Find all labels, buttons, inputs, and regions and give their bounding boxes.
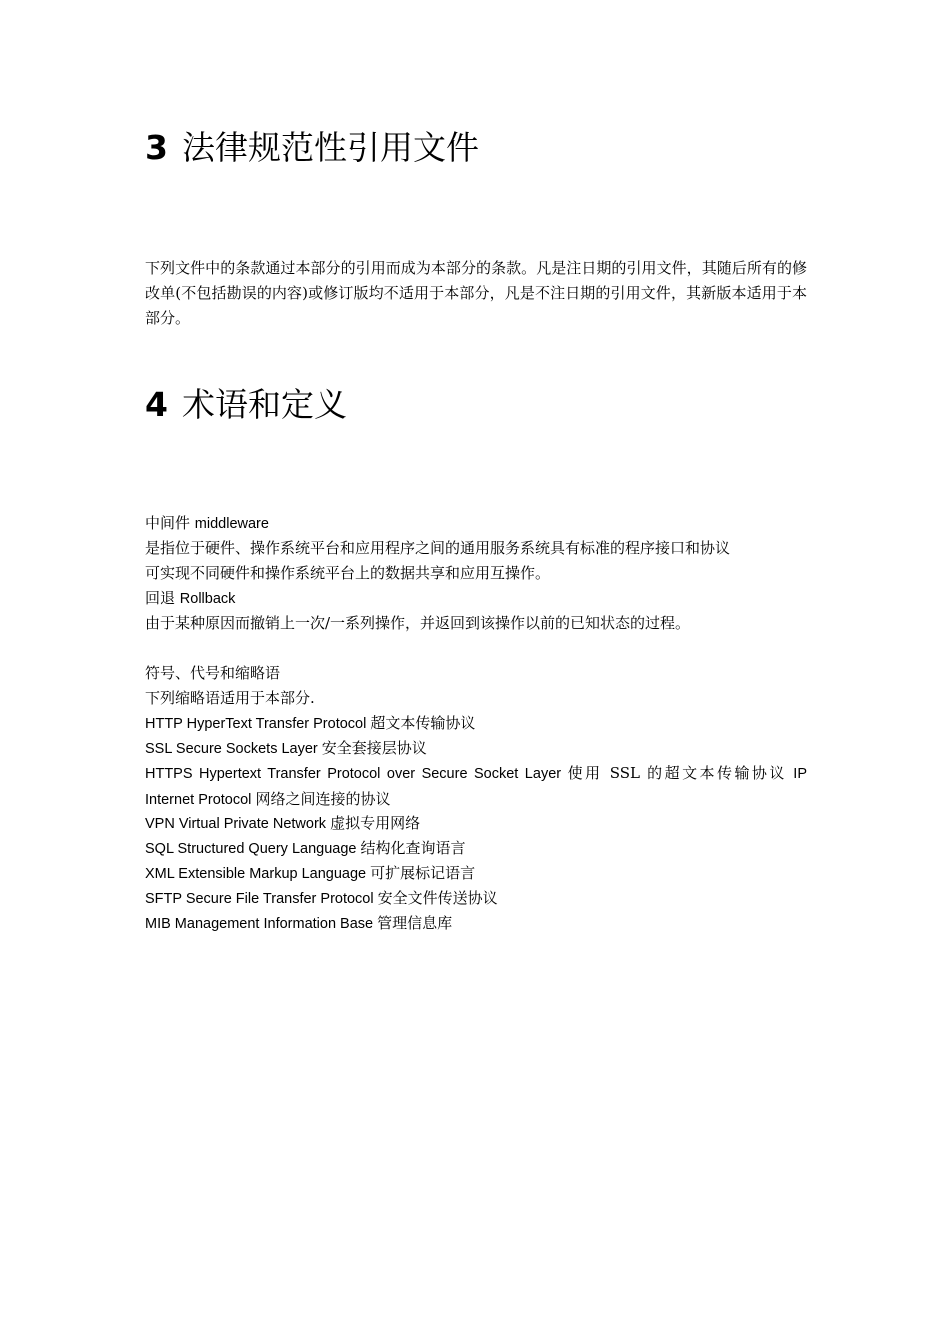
term-definition: 是指位于硬件、操作系统平台和应用程序之间的通用服务系统具有标准的程序接口和协议 [145,539,731,557]
abbreviation-en: VPN Virtual Private Network [145,816,327,832]
term-definition: 可实现不同硬件和操作系统平台上的数据共享和应用互操作。 [145,564,551,582]
section-4-heading [145,385,347,425]
term-name-en: middleware [194,516,269,532]
abbreviation-cn: 管理信息库 [377,914,453,932]
abbreviation-cn: 安全套接层协议 [321,739,427,757]
abbreviations-heading: 符号、代号和缩略语 [145,664,281,682]
section-3-number: 3 [145,128,168,167]
abbreviation-item [145,886,498,912]
abbreviation-en: HTTPS Hypertext Transfer Protocol over Secure Socket Layer [145,766,562,782]
abbreviation-cn: 结构化查询语言 [360,839,466,857]
section-4-number: 4 [145,385,168,424]
term-rollback [145,586,235,612]
abbreviation-item [145,911,452,937]
section-3-body: 下列文件中的条款通过本部分的引用而成为本部分的条款。凡是注日期的引用文件，其随后所有的修改单(不包括勘误的内容)或修订版均不适用于本部分，凡是不注日期的引用文件，其新版本适用于本部分。 [145,259,807,327]
abbreviation-cn: 网络之间连接的协议 [255,790,391,808]
term-name-cn: 回退 [145,589,176,607]
abbreviation-en: HTTP HyperText Transfer Protocol [145,716,367,732]
section-3-heading [145,128,479,168]
abbreviation-en: IP Internet Protocol [145,766,807,808]
term-name-cn: 中间件 [145,514,191,532]
abbreviation-en: SSL Secure Sockets Layer [145,741,318,757]
abbreviation-item [145,811,420,837]
section-4-title: 术语和定义 [181,385,347,424]
abbreviation-item [145,836,466,862]
abbreviation-cn: 安全文件传送协议 [377,889,498,907]
abbreviation-item [145,711,475,737]
abbreviation-cn: 超文本传输协议 [370,714,476,732]
abbreviation-en: SFTP Secure File Transfer Protocol [145,891,378,907]
abbreviations-intro: 下列缩略语适用于本部分. [145,689,315,707]
abbreviation-en: SQL Structured Query Language [145,841,357,857]
abbreviation-cn: 可扩展标记语言 [370,864,476,882]
term-name-en: Rollback [179,591,236,607]
section-3-title: 法律规范性引用文件 [181,128,479,167]
abbreviation-cn: 虚拟专用网络 [330,814,421,832]
abbreviation-en: XML Extensible Markup Language [145,866,367,882]
abbreviation-en: MIB Management Information Base [145,916,374,932]
abbreviation-item [145,736,427,762]
abbreviation-cn: 使用 SSL 的超文本传输协议 [567,764,787,782]
abbreviation-item [145,861,475,887]
abbreviation-item [145,761,807,813]
term-middleware [145,511,269,537]
term-definition: 由于某种原因而撤销上一次/一系列操作，并返回到该操作以前的已知状态的过程。 [145,614,691,632]
